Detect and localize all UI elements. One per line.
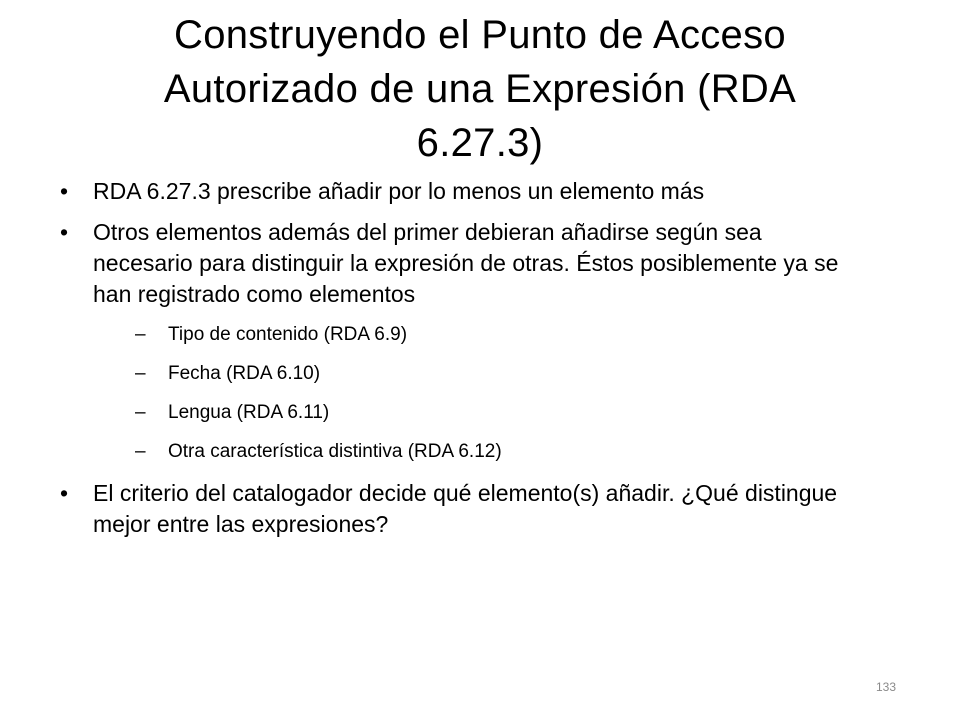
dash-icon: – <box>135 324 146 345</box>
bullet-icon: • <box>60 219 69 245</box>
sub-bullet-item <box>93 322 860 347</box>
bullet-item <box>60 217 860 464</box>
bullet-icon: • <box>60 178 69 204</box>
dash-icon: – <box>135 363 146 384</box>
sub-bullet-item <box>93 439 860 464</box>
sub-bullet-text: Fecha (RDA 6.10) <box>168 363 321 384</box>
bullet-list <box>60 176 860 550</box>
dash-icon: – <box>135 441 146 462</box>
bullet-item <box>60 176 860 207</box>
bullet-text: RDA 6.27.3 prescribe añadir por lo menos un elemento más <box>93 178 705 204</box>
dash-icon: – <box>135 402 146 423</box>
sub-bullet-list <box>93 322 860 464</box>
sub-bullet-item <box>93 400 860 425</box>
bullet-item <box>60 478 860 540</box>
title-line: Autorizado de una Expresión (RDA <box>163 67 797 111</box>
bullet-icon: • <box>60 480 69 506</box>
bullet-text: Otros elementos además del primer debieran añadirse según sea necesario para distinguir la expresión de otras. Éstos posiblemente ya se han registrado como elementos <box>93 219 839 307</box>
title-line: Construyendo el Punto de Acceso <box>174 13 786 57</box>
bullet-text: El criterio del catalogador decide qué elemento(s) añadir. ¿Qué distingue mejor entre las expresiones? <box>93 480 838 537</box>
sub-bullet-text: Tipo de contenido (RDA 6.9) <box>168 324 408 345</box>
slide-title <box>60 8 900 170</box>
slide-number: 133 <box>876 680 897 694</box>
sub-bullet-text: Otra característica distintiva (RDA 6.12) <box>168 441 502 462</box>
title-line: 6.27.3) <box>416 121 544 165</box>
sub-bullet-item <box>93 361 860 386</box>
sub-bullet-text: Lengua (RDA 6.11) <box>168 402 330 423</box>
